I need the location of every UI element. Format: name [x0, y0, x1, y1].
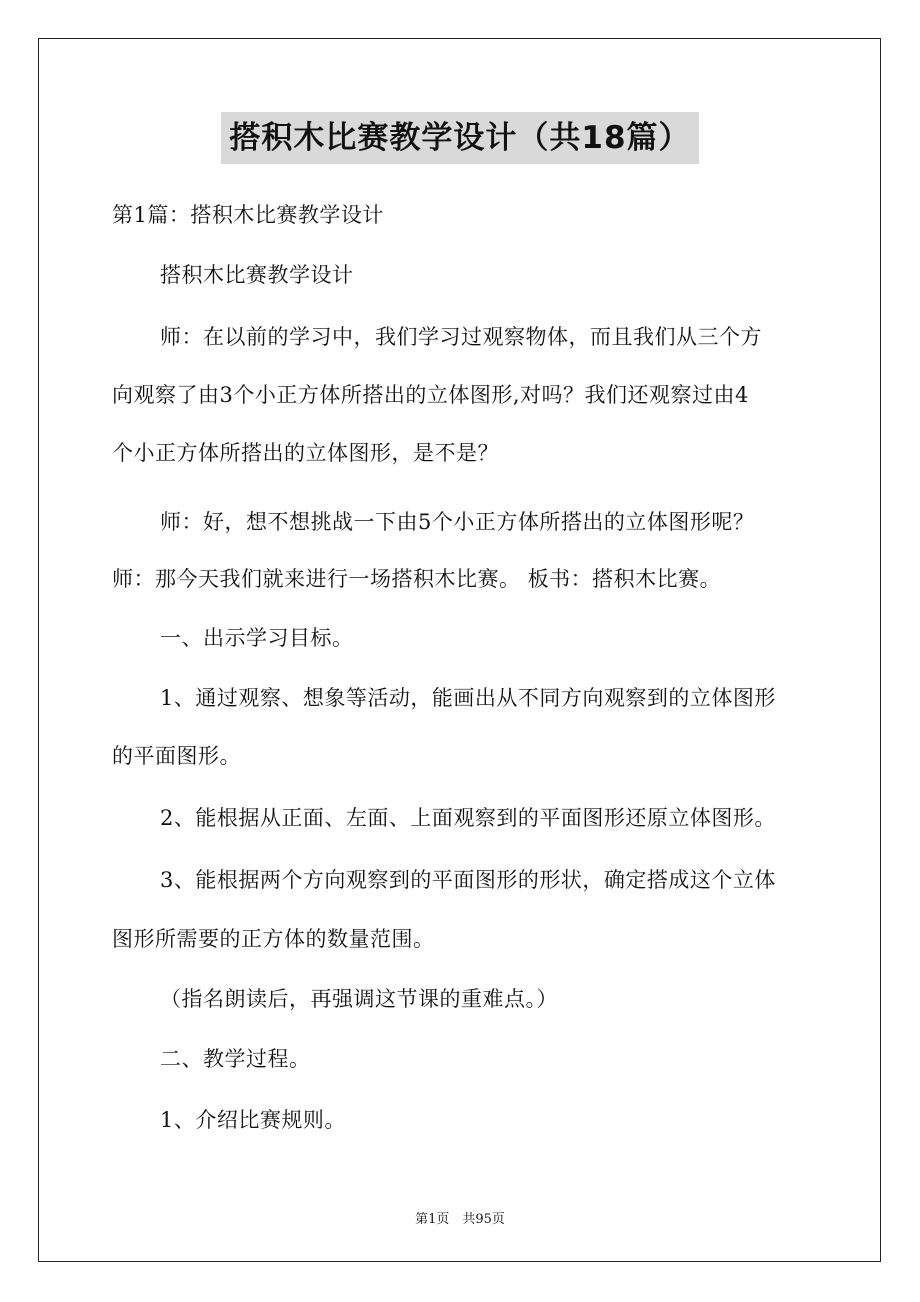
paragraph-line: 二、教学过程。 — [160, 1047, 311, 1071]
paragraph-line: 3、能根据两个方向观察到的平面图形的形状，确定搭成这个立体 — [160, 868, 776, 892]
paragraph-line: 的平面图形。 — [112, 744, 241, 768]
page-footer: 第1页 共95页 — [415, 1212, 505, 1227]
paragraph-line: 1、通过观察、想象等活动，能画出从不同方向观察到的立体图形 — [160, 686, 776, 710]
paragraph-line: 师：好，想不想挑战一下由5个小正方体所搭出的立体图形呢？ — [160, 510, 755, 534]
paragraph-line: 2、能根据从正面、左面、上面观察到的平面图形还原立体图形。 — [160, 806, 776, 830]
document-title: 搭积木比赛教学设计（共18篇） — [221, 112, 698, 164]
paragraph-line: 一、出示学习目标。 — [160, 626, 354, 650]
paragraph-line: 1、介绍比赛规则。 — [160, 1108, 346, 1132]
section-heading: 第1篇：搭积木比赛教学设计 — [112, 203, 384, 227]
paragraph-line: 个小正方体所搭出的立体图形，是不是？ — [112, 441, 499, 465]
paragraph-line: （指名朗读后，再强调这节课的重难点。） — [160, 987, 558, 1011]
paragraph-line: 搭积木比赛教学设计 — [160, 263, 354, 287]
paragraph-line: 师：那今天我们就来进行一场搭积木比赛。 板书：搭积木比赛。 — [112, 567, 722, 591]
paragraph-line: 图形所需要的正方体的数量范围。 — [112, 927, 435, 951]
document-title-container — [0, 112, 920, 164]
paragraph-line: 向观察了由3个小正方体所搭出的立体图形,对吗？我们还观察过由4 — [112, 383, 749, 407]
paragraph-line: 师：在以前的学习中，我们学习过观察物体，而且我们从三个方 — [160, 325, 762, 349]
